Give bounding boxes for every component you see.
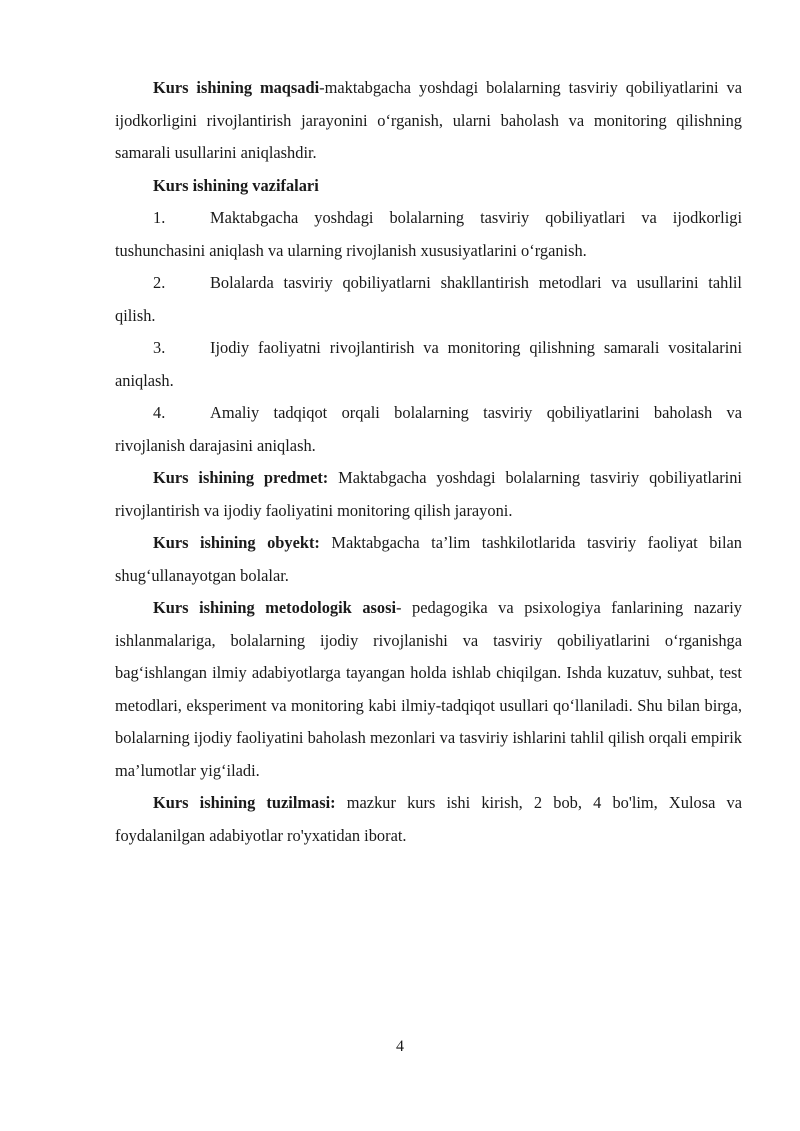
task-number: 1. [153, 208, 166, 227]
task-item-2 [115, 267, 742, 332]
object-paragraph [115, 527, 742, 592]
page-content [115, 72, 742, 852]
task-number: 2. [153, 273, 166, 292]
task-item-4 [115, 397, 742, 462]
goal-text: -maktabgacha yoshdagi bolalarning tasviriy qobiliyatlarini va ijodkorligini rivojlantirish jarayonini o‘rganish, ularni baholash va monitoring qilishning samarali usullarini aniqlashdir. [115, 78, 742, 162]
subject-text: Maktabgacha yoshdagi bolalarning tasviriy qobiliyatlarini rivojlantirish va ijodiy faoliyatini monitoring qilish jarayoni. [115, 468, 742, 520]
tasks-heading: Kurs ishining vazifalari [153, 175, 319, 195]
page-number: 4 [396, 1038, 404, 1055]
task-text: Bolalarda tasviriy qobiliyatlarni shakllantirish metodlari va usullarini tahlil qilish. [115, 273, 742, 325]
task-text: Maktabgacha yoshdagi bolalarning tasviriy qobiliyatlari va ijodkorligi tushunchasini aniqlash va ularning rivojlanish xususiyatlarini o‘rganish. [115, 208, 742, 260]
structure-text: mazkur kurs ishi kirish, 2 bob, 4 bo'lim, Xulosa va foydalanilgan adabiyotlar ro'yxatidan iborat. [115, 793, 742, 845]
structure-label: Kurs ishining tuzilmasi: [153, 793, 336, 812]
object-text: Maktabgacha ta’lim tashkilotlarida tasviriy faoliyat bilan shug‘ullanayotgan bolalar. [115, 533, 742, 585]
methodology-label: Kurs ishining metodologik asosi [153, 598, 397, 617]
goal-paragraph [115, 72, 742, 170]
task-item-3 [115, 332, 742, 397]
task-number: 4. [153, 403, 166, 422]
subject-paragraph [115, 462, 742, 527]
structure-paragraph [115, 787, 742, 852]
task-item-1 [115, 202, 742, 267]
task-text: Ijodiy faoliyatni rivojlantirish va monitoring qilishning samarali vositalarini aniqlash. [115, 338, 742, 390]
object-label: Kurs ishining obyekt: [153, 533, 320, 552]
methodology-text: - pedagogika va psixologiya fanlarining nazariy ishlanmalariga, bolalarning ijodiy rivojlanishi va tasviriy qobiliyatlarini o‘rganishga bag‘ishlangan ilmiy adabiyotlarga tayangan holda ishlab chiqilgan. Ishda kuzatuv, suhbat, test metodlari, eksperiment va monitoring kabi ilmiy-tadqiqot usullari qo‘llaniladi. Shu bilan birga, bolalarning ijodiy faoliyatini baholash mezonlari va tasviriy ishlarini tahlil qilish orqali empirik ma’lumotlar yig‘iladi. [115, 598, 742, 780]
goal-label: Kurs ishining maqsadi [153, 78, 320, 97]
task-number: 3. [153, 338, 166, 357]
subject-label: Kurs ishining predmet: [153, 468, 329, 487]
task-text: Amaliy tadqiqot orqali bolalarning tasviriy qobiliyatlarini baholash va rivojlanish darajasini aniqlash. [115, 403, 742, 455]
methodology-paragraph [115, 592, 742, 787]
